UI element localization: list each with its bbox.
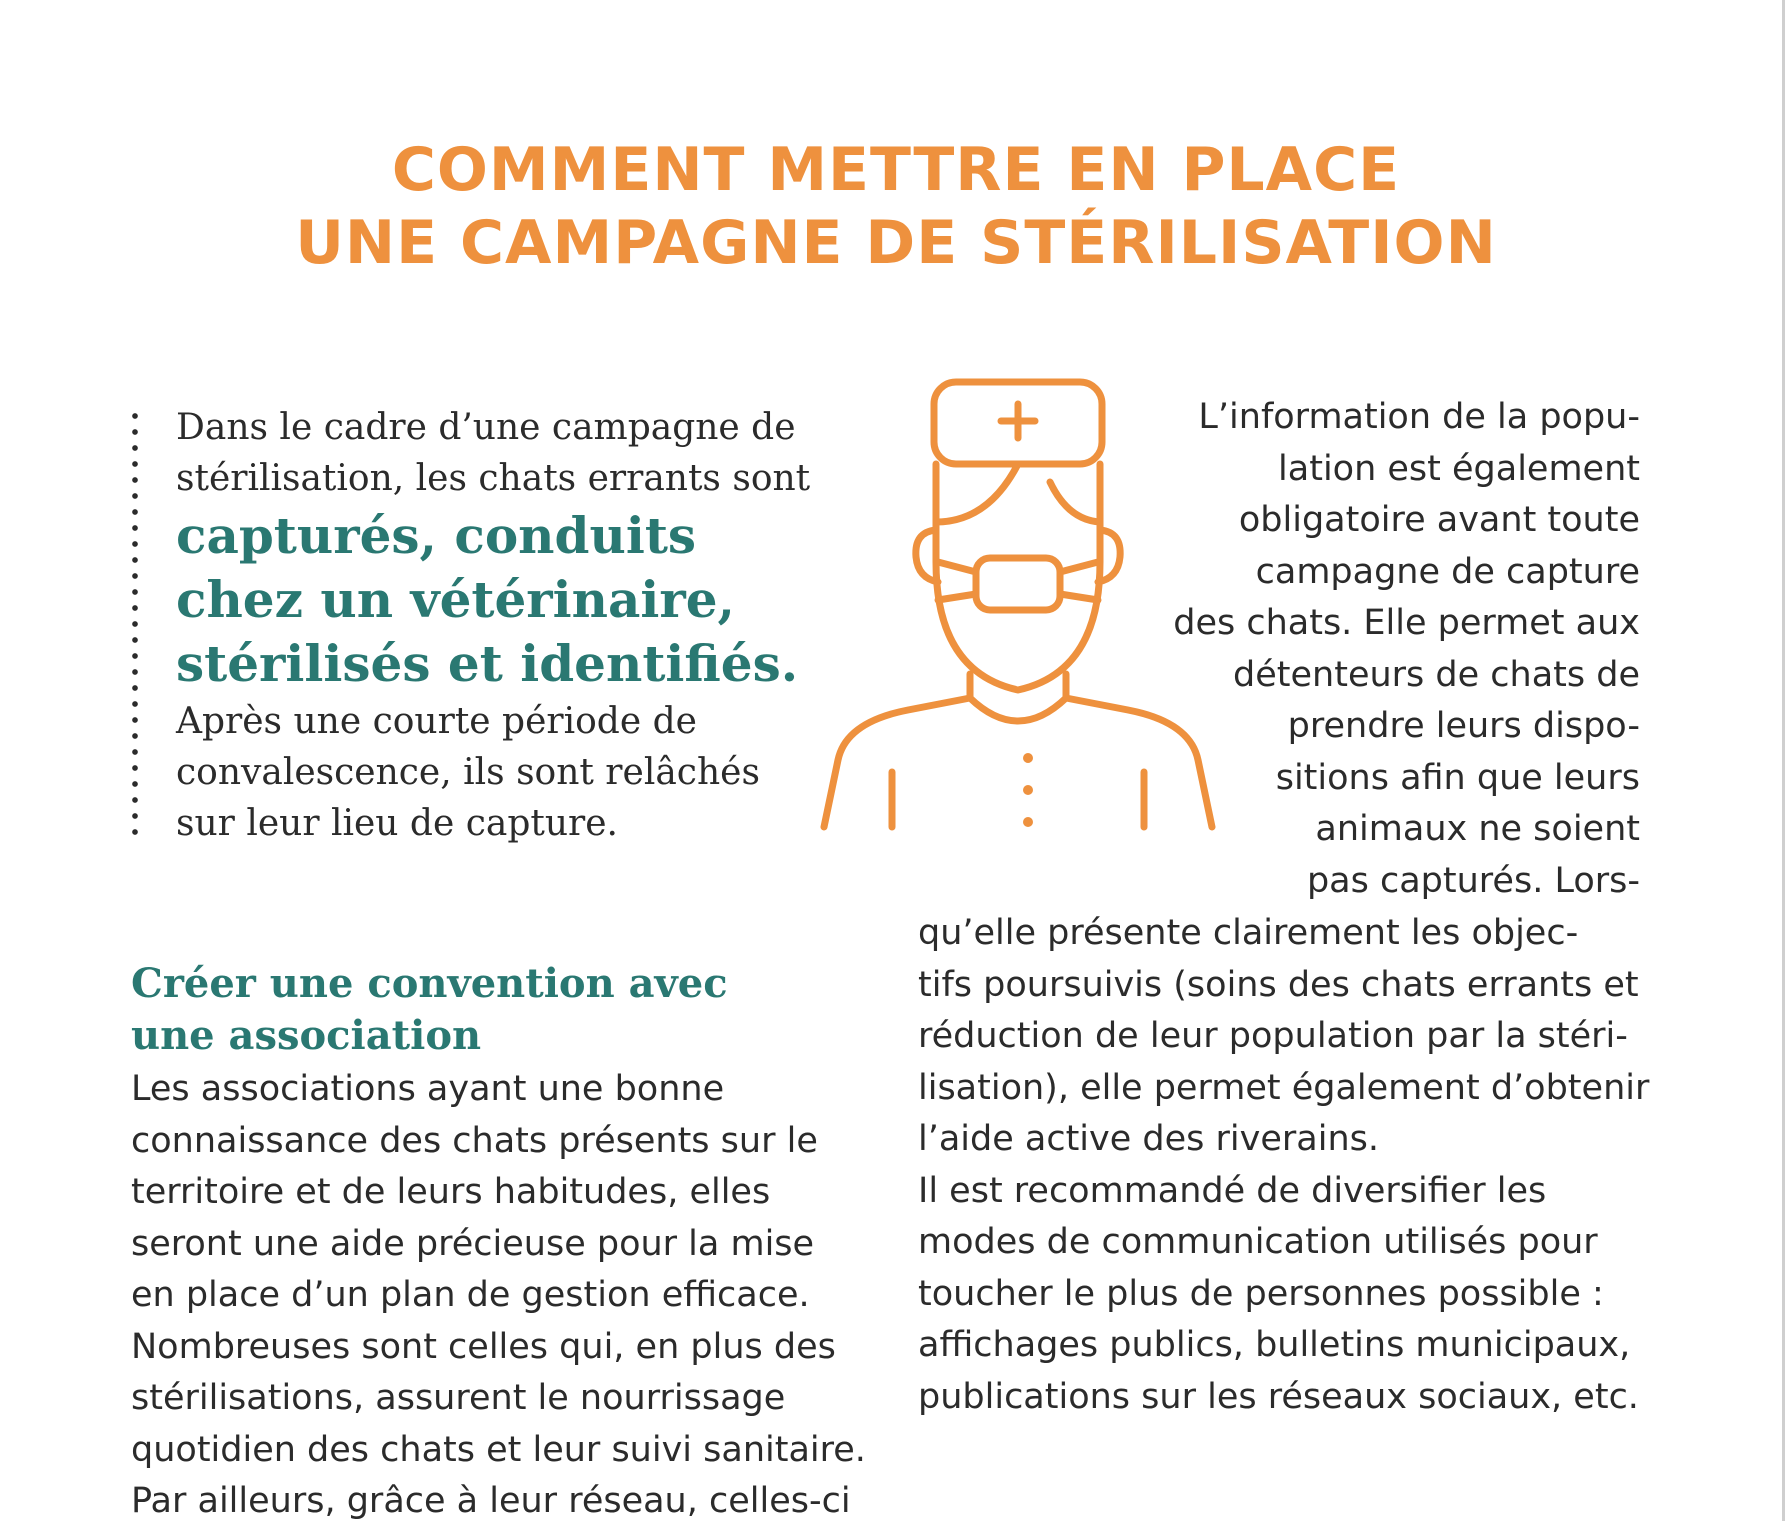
body-line: territoire et de leurs habitudes, elles <box>131 1172 771 1212</box>
intro-highlight-line: chez un vétérinaire, <box>176 570 735 629</box>
information-line: obligatoire avant toute <box>1238 500 1640 540</box>
body-line: Par ailleurs, grâce à leur réseau, celles-ci <box>131 1481 851 1521</box>
information-line: campagne de capture <box>1255 551 1640 592</box>
information-line: qu’elle présente clairement les objec- <box>918 913 1579 953</box>
information-line: toucher le plus de personnes possible : <box>918 1273 1604 1314</box>
information-line: l’aide active des riverains. <box>918 1119 1379 1159</box>
association-paragraph <box>131 1064 866 1528</box>
intro-text-line: stérilisation, les chats errants sont <box>176 458 811 499</box>
intro-text-line: sur leur lieu de capture. <box>176 803 619 844</box>
body-line: en place d’un plan de gestion efficace. <box>131 1275 810 1315</box>
page-title <box>0 134 1792 280</box>
intro-text-line: Après une courte période de <box>176 701 697 742</box>
section-heading-line: une association <box>131 1012 482 1059</box>
information-line: sitions afin que leurs <box>1275 757 1640 798</box>
information-line: Il est recommandé de diversifier les <box>918 1170 1547 1211</box>
body-line: seront une aide précieuse pour la mise <box>131 1223 815 1264</box>
information-line: des chats. Elle permet aux <box>1173 603 1640 643</box>
body-line: connaissance des chats présents sur le <box>131 1120 818 1161</box>
section-heading <box>131 958 891 1062</box>
information-line: animaux ne soient <box>1315 809 1640 849</box>
body-line: stérilisations, assurent le nourrissage <box>131 1378 786 1418</box>
dotted-divider <box>131 408 139 838</box>
body-line: quotidien des chats et leur suivi sanitaire. <box>131 1429 866 1470</box>
information-line: prendre leurs dispo- <box>1287 706 1640 746</box>
information-line: modes de communication utilisés pour <box>918 1222 1598 1262</box>
information-line: réduction de leur population par la stéri- <box>918 1016 1628 1056</box>
body-line: Les associations ayant une bonne <box>131 1069 725 1109</box>
information-line: affichages publics, bulletins municipaux, <box>918 1325 1631 1365</box>
intro-highlight-line: capturés, conduits <box>176 506 697 565</box>
information-paragraph-wrapped <box>1150 392 1640 907</box>
information-line: tifs poursuivis (soins des chats errants et <box>918 964 1639 1005</box>
section-heading-line: Créer une convention avec <box>131 960 728 1007</box>
intro-text-line: convalescence, ils sont relâchés <box>176 752 760 793</box>
intro-highlight-line: stérilisés et identifiés. <box>176 634 799 693</box>
information-line: lisation), elle permet également d’obtenir <box>918 1067 1650 1108</box>
page-title-line-1: COMMENT METTRE EN PLACE <box>391 135 1401 205</box>
intro-text-line: Dans le cadre d’une campagne de <box>176 407 796 448</box>
information-line: détenteurs de chats de <box>1233 654 1640 695</box>
page-edge-divider <box>1782 0 1785 1521</box>
information-line: publications sur les réseaux sociaux, etc. <box>918 1376 1639 1417</box>
information-line: pas capturés. Lors- <box>1306 860 1640 901</box>
information-paragraph-full <box>918 908 1650 1423</box>
body-line: Nombreuses sont celles qui, en plus des <box>131 1326 836 1367</box>
information-line: L’information de la popu- <box>1198 397 1640 437</box>
intro-block <box>176 402 856 849</box>
information-line: lation est également <box>1278 448 1640 489</box>
page-title-line-2: UNE CAMPAGNE DE STÉRILISATION <box>295 208 1497 278</box>
